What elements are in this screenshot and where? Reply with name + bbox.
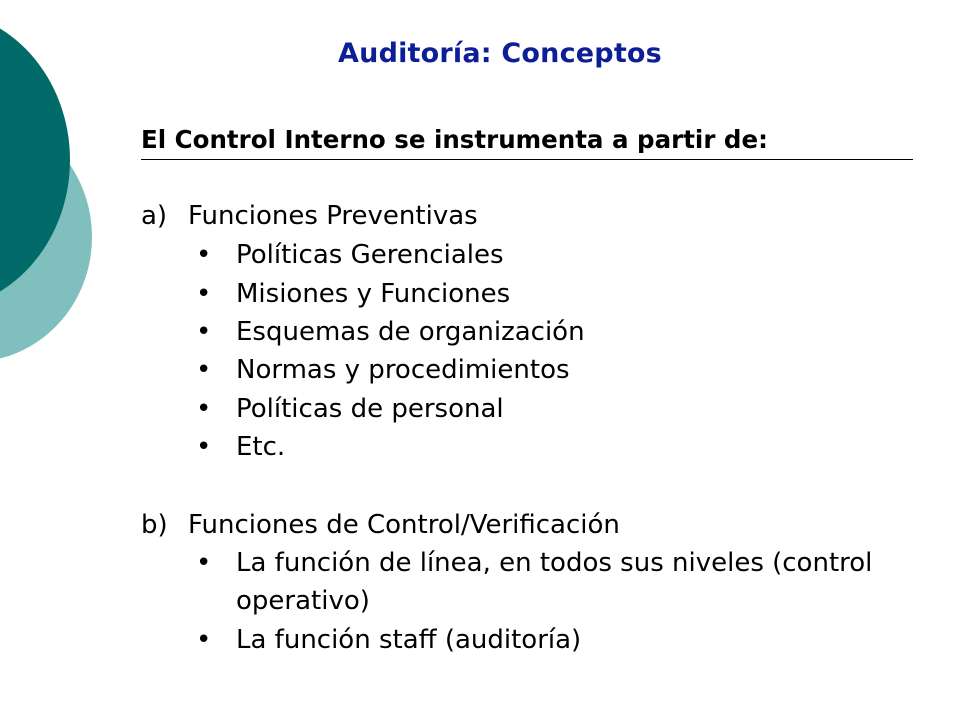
slide-title: Auditoría: Conceptos <box>338 38 662 69</box>
section-label: Funciones Preventivas <box>188 201 478 231</box>
heading-underline <box>141 159 913 160</box>
bullet-icon: • <box>196 240 212 270</box>
bullet-icon: • <box>196 625 212 655</box>
bullet-text: La función de línea, en todos sus niveles (control <box>236 548 873 578</box>
bullet-text: Políticas Gerenciales <box>236 240 504 270</box>
bullet-text: Normas y procedimientos <box>236 355 570 385</box>
bullet-icon: • <box>196 548 212 578</box>
bullet-text: Políticas de personal <box>236 394 504 424</box>
section-heading: El Control Interno se instrumenta a partir de: <box>141 125 768 154</box>
list-marker: a) <box>141 201 168 231</box>
bullet-icon: • <box>196 355 212 385</box>
list-marker: b) <box>141 510 168 540</box>
section-label: Funciones de Control/Verificación <box>188 510 620 540</box>
bullet-text: Esquemas de organización <box>236 317 585 347</box>
bullet-icon: • <box>196 394 212 424</box>
bullet-text: La función staff (auditoría) <box>236 625 582 655</box>
bullet-text: Etc. <box>236 432 286 462</box>
bullet-icon: • <box>196 317 212 347</box>
bullet-icon: • <box>196 279 212 309</box>
bullet-icon: • <box>196 432 212 462</box>
bullet-text-continuation: operativo) <box>236 586 370 616</box>
bullet-text: Misiones y Funciones <box>236 279 511 309</box>
